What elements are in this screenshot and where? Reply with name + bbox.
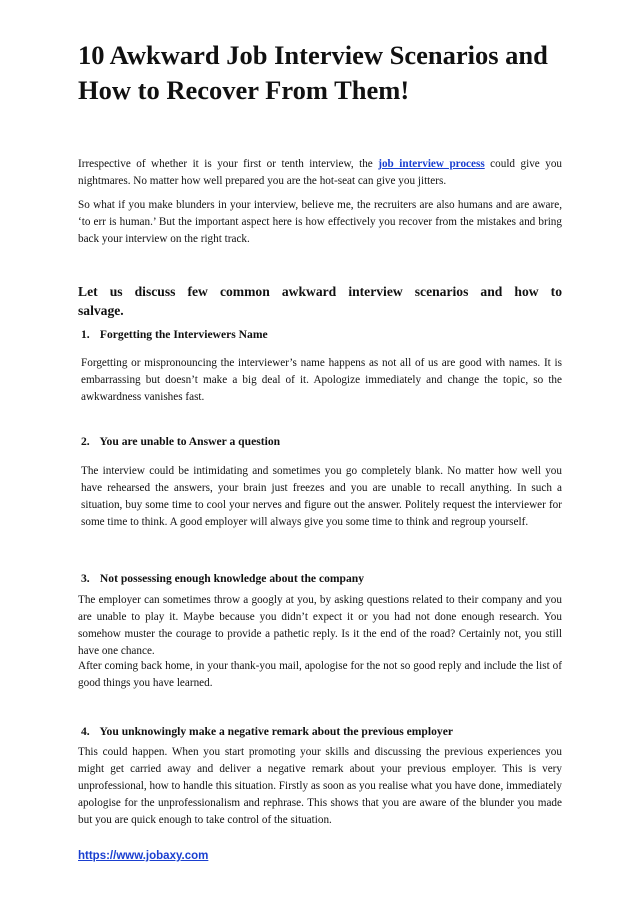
section-1-heading <box>81 326 562 343</box>
section-1-body <box>81 355 562 406</box>
footer-website-link[interactable]: https://www.jobaxy.com <box>78 850 209 862</box>
section-1-paragraph: Forgetting or mispronouncing the interviewer’s name happens as not all of us are good with names. It is embarrassing but doesn’t make a big deal of it. Apologize immediately and change the topic, so the awkwardness vanishes fast. <box>81 357 562 403</box>
job-interview-process-link[interactable]: job interview process <box>378 158 485 170</box>
section-2-heading <box>81 433 562 450</box>
section-4-body <box>78 744 562 829</box>
section-2-number: 2. <box>81 435 90 448</box>
section-4-title: You unknowingly make a negative remark about the previous employer <box>99 725 453 738</box>
section-3-heading <box>81 570 562 587</box>
section-2-title: You are unable to Answer a question <box>99 435 281 448</box>
section-4-paragraph: This could happen. When you start promoting your skills and discussing the previous experiences you might get carried away and deliver a negative remark about your previous employer. This is very unprofessional, how to handle this situation. Firstly as soon as you realise what you have done, immediately apologise for the unprofessionalism and rephrase. This shows that you are aware of the blunder you made but you are quick enough to take control of the situation. <box>78 746 562 826</box>
section-1-title: Forgetting the Interviewers Name <box>99 328 268 341</box>
section-3-paragraph-2: After coming back home, in your thank-you mail, apologise for the not so good reply and include the list of good things you have learned. <box>78 660 562 689</box>
section-3-title: Not possessing enough knowledge about the company <box>99 572 365 585</box>
section-3-number: 3. <box>81 572 90 585</box>
page-title: 10 Awkward Job Interview Scenarios and How to Recover From Them! <box>78 40 548 105</box>
section-3-paragraph-1: The employer can sometimes throw a googly at you, by asking questions related to their company and you are unable to play it. Maybe because you didn’t expect it or you had not done enough research. You somehow muster the courage to provide a pathetic reply. Is it the end of the road? Certainly not, you still have one chance. <box>78 594 562 657</box>
section-2-body <box>81 463 562 531</box>
section-1-number: 1. <box>81 328 90 341</box>
section-3-body-2 <box>78 658 562 692</box>
section-4-heading <box>81 723 562 740</box>
section-3-body <box>78 592 562 660</box>
section-2-paragraph: The interview could be intimidating and sometimes you go completely blank. No matter how well you have rehearsed the answers, your brain just freezes and you are unable to recall anything. In such a situation, buy some time to cool your nerves and figure out the answer. Politely request the interviewer for some time to think. A good employer will always give you some time to think and regroup yourself. <box>81 465 562 528</box>
intro-paragraph-1 <box>78 156 562 190</box>
intro-text-after-link: could give you nightmares. No matter how well prepared you are the hot-seat can give you jitters. <box>78 158 563 187</box>
intro-text-before-link: Irrespective of whether it is your first or tenth interview, the <box>78 158 379 170</box>
section-subheading: Let us discuss few common awkward interview scenarios and how to salvage. <box>78 284 562 318</box>
section-4-number: 4. <box>81 725 90 738</box>
intro-paragraph-2: So what if you make blunders in your interview, believe me, the recruiters are also humans and are aware, ‘to err is human.’ But the important aspect here is how effectively you recover from the mistakes and bring back your interview on the right track. <box>78 199 562 245</box>
